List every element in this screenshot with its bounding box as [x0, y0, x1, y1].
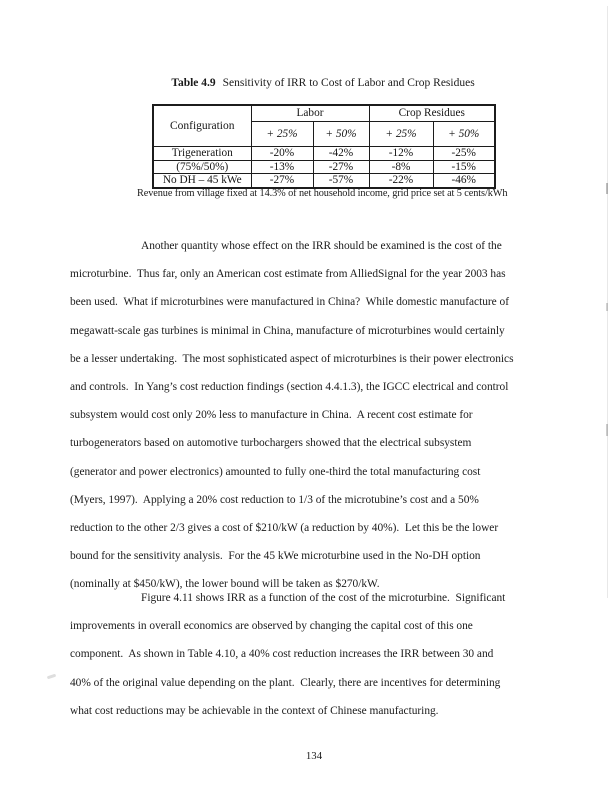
page-number: 134 — [305, 750, 323, 762]
table-header-crop-residues: Crop Residues — [369, 105, 495, 122]
body-line: been used. What if microturbines were manufactured in China? While domestic manufacture of — [70, 296, 509, 309]
table-row-75-50 — [153, 160, 495, 174]
table-cell-value: -20% — [251, 147, 313, 161]
scan-artifact-smudge — [47, 674, 56, 680]
scan-artifact-edge-line — [607, 6, 608, 598]
table-row-no-dh — [153, 174, 495, 188]
body-paragraph-1 — [70, 238, 572, 604]
body-line: (generator and power electronics) amounted to fully one-third the total manufacturing cost — [70, 465, 481, 478]
table-cell-config: No DH – 45 kWe — [153, 174, 251, 188]
scan-artifact-tick — [606, 303, 608, 311]
table-cell-value: -13% — [251, 160, 313, 174]
table-cell-value: -8% — [369, 160, 433, 174]
table-cell-value: -15% — [433, 160, 495, 174]
table-cell-config: (75%/50%) — [153, 160, 251, 174]
body-paragraph-2 — [70, 590, 572, 731]
scan-artifact-tick — [606, 424, 608, 436]
table-caption-label: Table 4.9 — [171, 77, 216, 89]
table-subheader-crop-25: + 25% — [369, 122, 433, 147]
table-cell-value: -42% — [313, 147, 369, 161]
table-cell-value: -46% — [433, 174, 495, 188]
table-header-configuration: Configuration — [153, 105, 251, 147]
table-subheader-crop-50: + 50% — [433, 122, 495, 147]
table-caption — [152, 77, 494, 89]
body-line: component. As shown in Table 4.10, a 40% cost reduction increases the IRR between 30 and — [70, 648, 494, 661]
body-line: (Myers, 1997). Applying a 20% cost reduction to 1/3 of the microtubine’s cost and a 50% — [70, 493, 479, 506]
body-line: subsystem would cost only 20% less to manufacture in China. A recent cost estimate for — [70, 409, 473, 422]
body-line: megawatt-scale gas turbines is minimal in China, manufacture of microturbines would certainly — [70, 324, 505, 337]
body-line: and controls. In Yang’s cost reduction findings (section 4.4.1.3), the IGCC electrical and control — [70, 380, 509, 393]
table-cell-value: -27% — [251, 174, 313, 188]
sensitivity-table — [152, 104, 496, 189]
table-cell-value: -27% — [313, 160, 369, 174]
table-row-trigeneration — [153, 147, 495, 161]
table-footnote: Revenue from village fixed at 14.3% of net household income, grid price set at 5 cents/kWh — [137, 188, 508, 199]
body-line: microturbine. Thus far, only an American cost estimate from AlliedSignal for the year 2003 has — [70, 268, 506, 281]
table-subheader-labor-50: + 50% — [313, 122, 369, 147]
table-cell-value: -22% — [369, 174, 433, 188]
body-line: Figure 4.11 shows IRR as a function of the cost of the microturbine. Significant — [141, 592, 506, 604]
table-cell-value: -25% — [433, 147, 495, 161]
body-line: 40% of the original value depending on the plant. Clearly, there are incentives for determining — [70, 676, 501, 689]
table-header-row-groups — [153, 105, 495, 122]
table-cell-value: -57% — [313, 174, 369, 188]
scan-artifact-tick — [606, 183, 608, 194]
body-line: be a lesser undertaking. The most sophisticated aspect of microturbines is their power electronics — [70, 352, 514, 365]
body-line: reduction to the other 2/3 gives a cost of $210/kW (a reduction by 40%). Let this be the lower — [70, 521, 499, 534]
body-line: what cost reductions may be achievable in the context of Chinese manufacturing. — [70, 704, 439, 717]
table-cell-config: Trigeneration — [153, 147, 251, 161]
body-line: Another quantity whose effect on the IRR should be examined is the cost of the — [141, 240, 502, 252]
body-line: bound for the sensitivity analysis. For the 45 kWe microturbine used in the No-DH option — [70, 550, 481, 563]
table-subheader-labor-25: + 25% — [251, 122, 313, 147]
table-caption-title: Sensitivity of IRR to Cost of Labor and Crop Residues — [222, 77, 475, 89]
body-line: improvements in overall economics are observed by changing the capital cost of this one — [70, 620, 473, 633]
body-line: turbogenerators based on automotive turbochargers showed that the electrical subsystem — [70, 437, 472, 450]
table-header-labor: Labor — [251, 105, 369, 122]
body-line: (nominally at $450/kW), the lower bound will be taken as $270/kW. — [70, 578, 380, 591]
table-cell-value: -12% — [369, 147, 433, 161]
